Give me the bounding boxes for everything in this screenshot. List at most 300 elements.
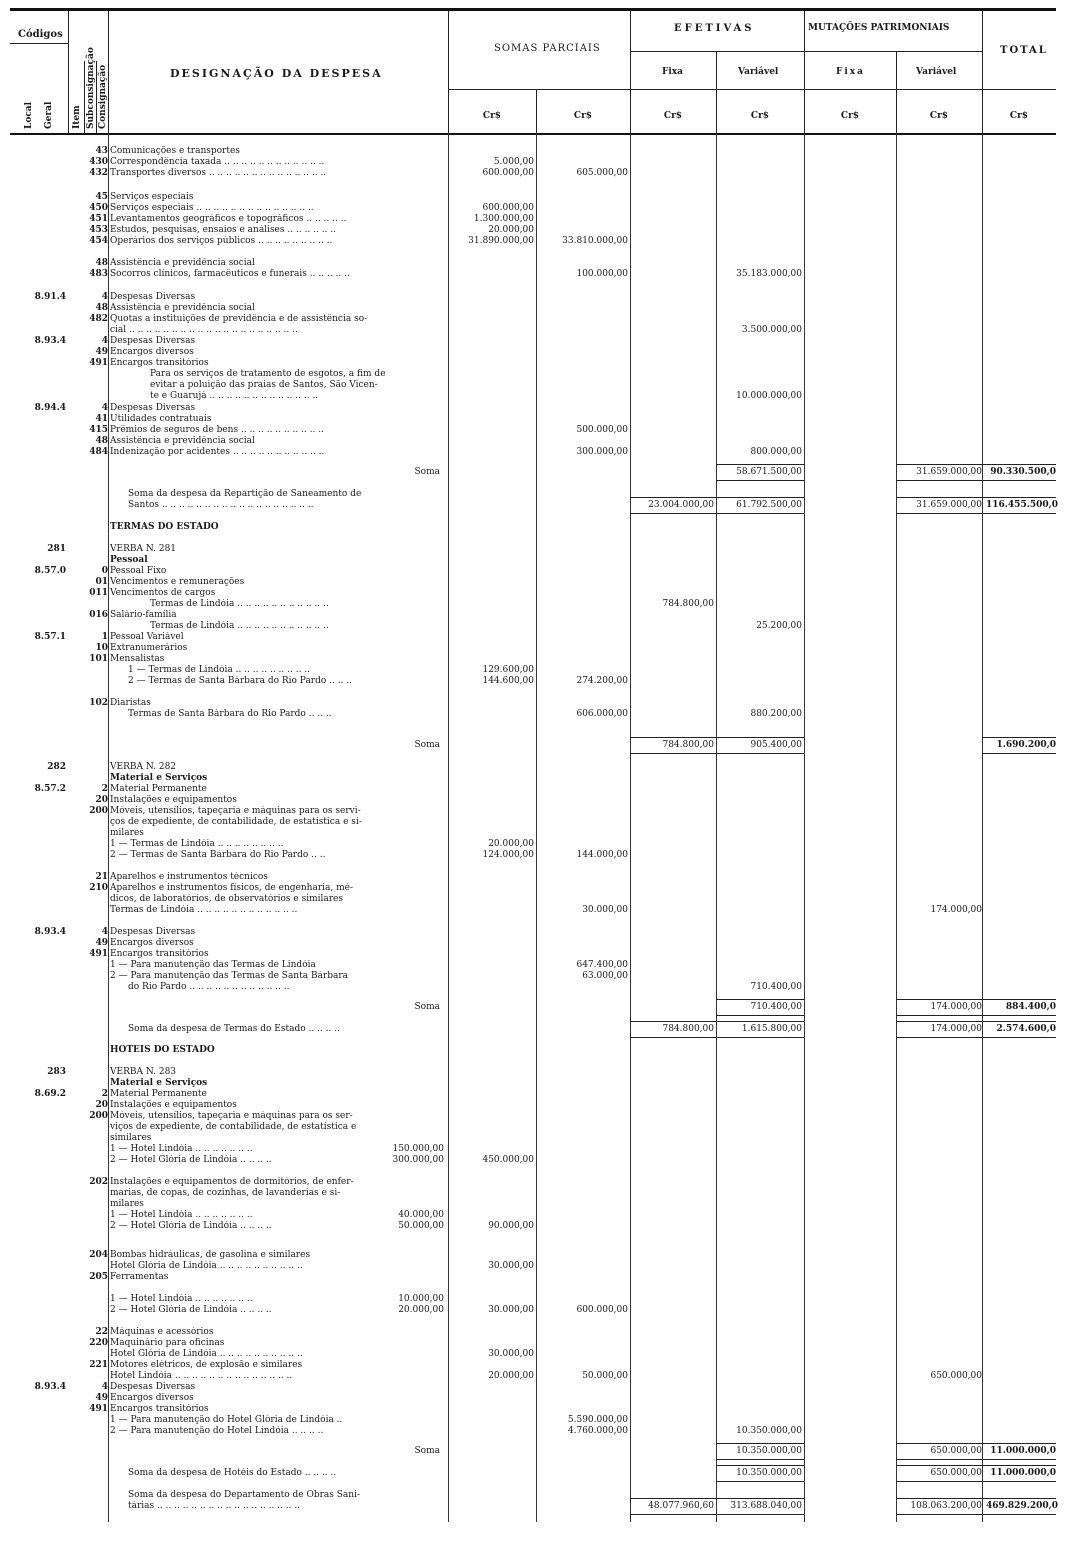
table-row: [10, 762, 1056, 773]
total-rule: [982, 999, 1056, 1000]
table-row: [10, 1468, 1056, 1479]
item-code: 1: [101, 632, 108, 642]
amount-a6: 31.659.000,00: [916, 467, 982, 477]
table-row: [10, 839, 1056, 850]
expense-description: similares: [110, 1133, 152, 1143]
amount-a2: 63.000,00: [582, 971, 628, 981]
item-code: 453: [89, 225, 108, 235]
table-row: [10, 676, 1056, 687]
sub-amount: 10.000,00: [398, 1294, 444, 1304]
table-row: [10, 489, 1056, 500]
expense-description: Assistência e previdência social: [110, 258, 255, 268]
item-code: 210: [89, 883, 108, 893]
expense-description: Encargos transitórios: [110, 949, 209, 959]
table-row: [10, 380, 1056, 391]
expense-description: Material Permanente: [110, 1089, 207, 1099]
amount-a4: 1.615.800,00: [741, 1024, 802, 1034]
local-code: 8.57.1: [34, 632, 66, 642]
table-row: [10, 1188, 1056, 1199]
amount-a7: 2.574.600,0: [996, 1024, 1056, 1034]
total-rule: [716, 1498, 804, 1499]
table-row: [10, 157, 1056, 168]
amount-a4: 313.688.040,00: [730, 1501, 802, 1511]
total-rule: [982, 497, 1056, 498]
amount-a4: 800.000,00: [750, 447, 802, 457]
expense-description: Pessoal Variável: [110, 632, 184, 642]
table-row: [10, 599, 1056, 610]
currency-label: Cr$: [482, 111, 502, 121]
expense-description: Instalações e equipamentos: [110, 795, 237, 805]
expense-description: Motores elétricos, de explosão e similares: [110, 1360, 303, 1370]
table-row: [10, 1404, 1056, 1415]
amount-a2: 5.590.000,00: [567, 1415, 628, 1425]
expense-description: Instalações e equipamentos de dormitórios, de enfer-: [110, 1177, 354, 1187]
total-rule: [896, 464, 982, 465]
amount-a7: 1.690.200,0: [996, 740, 1056, 750]
item-code: 204: [89, 1250, 108, 1260]
table-row: [10, 927, 1056, 938]
total-rule: [716, 464, 804, 465]
item-code: 200: [89, 1111, 108, 1121]
amount-a1: 5.000,00: [493, 157, 534, 167]
amount-a1: 600.000,00: [482, 168, 534, 178]
expense-description: dicos, de laboratórios, de observatórios e similares: [110, 894, 343, 904]
table-row: [10, 698, 1056, 709]
expense-description: Serviços especiais .. .. .. .. .. .. .. .. .. .. .. .. .. ..: [110, 203, 314, 213]
item-code: 454: [89, 236, 108, 246]
total-rule: [896, 1481, 982, 1482]
total-rule: [896, 1459, 982, 1460]
amount-a7: 11.000.000,0: [990, 1468, 1056, 1478]
item-code: 2: [101, 784, 108, 794]
amount-a7: 90.330.500,0: [990, 467, 1056, 477]
expense-description: Operários dos serviços públicos .. .. .. .. .. .. .. .. ..: [110, 236, 333, 246]
table-row: [10, 168, 1056, 179]
amount-a7: 884.400,0: [1005, 1002, 1056, 1012]
item-code: 41: [95, 414, 108, 424]
table-row: [10, 1338, 1056, 1349]
item-code: 49: [95, 938, 108, 948]
table-row: [10, 982, 1056, 993]
expense-description: Extranumerários: [110, 643, 188, 653]
total-rule: [982, 753, 1056, 754]
expense-description: 1 — Para manutenção das Termas de Lindóia: [110, 960, 316, 970]
expense-description: Termas de Lindóia .. .. .. .. .. .. .. .. .. .. ..: [150, 599, 329, 609]
table-row: [10, 795, 1056, 806]
table-row: [10, 1250, 1056, 1261]
amount-a4: 3.500.000,00: [741, 325, 802, 335]
designacao-heading: DESIGNAÇÃO DA DESPESA: [170, 67, 383, 80]
total-rule: [982, 1037, 1056, 1038]
amount-a3: 784.800,00: [662, 1024, 714, 1034]
total-rule: [982, 513, 1056, 514]
item-code: 016: [89, 610, 108, 620]
table-row: [10, 1100, 1056, 1111]
table-row: [10, 1382, 1056, 1393]
local-code: 8.93.4: [34, 927, 66, 937]
table-row: [10, 654, 1056, 665]
expense-description: ços de expediente, de contabilidade, de estatística e si-: [110, 817, 362, 827]
total-rule: [896, 480, 982, 481]
amount-a1: 20.000,00: [488, 839, 534, 849]
amount-a1: 124.000,00: [482, 850, 534, 860]
total-rule: [630, 1037, 716, 1038]
table-row: [10, 1133, 1056, 1144]
sub-amount: 50.000,00: [398, 1221, 444, 1231]
amount-a4: 25.200,00: [756, 621, 802, 631]
table-row: [10, 214, 1056, 225]
item-code: 011: [89, 588, 108, 598]
table-row: [10, 391, 1056, 402]
amount-a6: 108.063.200,00: [910, 1501, 982, 1511]
expense-description: 2 — Termas de Santa Bárbara do Rio Pardo .. .. ..: [128, 676, 353, 686]
local-code: 8.93.4: [34, 1382, 66, 1392]
total-rule: [716, 999, 804, 1000]
amount-a2: 600.000,00: [576, 1305, 628, 1315]
geral-heading: Geral: [44, 101, 54, 129]
table-row: [10, 258, 1056, 269]
total-rule: [716, 1465, 804, 1466]
table-row: [10, 303, 1056, 314]
expense-description: Soma da despesa de Termas do Estado .. .. .. ..: [128, 1024, 340, 1034]
soma-label: Soma: [414, 467, 440, 477]
total-rule: [716, 1443, 804, 1444]
amount-a7: 116.455.500,0: [986, 500, 1059, 510]
table-row: [10, 1360, 1056, 1371]
amount-a3: 23.004.000,00: [648, 500, 714, 510]
item-code: 200: [89, 806, 108, 816]
total-rule: [982, 1021, 1056, 1022]
amount-a3: 784.800,00: [662, 740, 714, 750]
amount-a1: 20.000,00: [488, 225, 534, 235]
table-row: [10, 806, 1056, 817]
item-code: 01: [95, 577, 108, 587]
header-divider: [108, 11, 109, 133]
currency-label: Cr$: [929, 111, 949, 121]
expense-description: Santos .. .. .. .. .. .. .. .. .. .. .. .. .. .. .. .. .. ..: [128, 500, 314, 510]
item-code: 49: [95, 1393, 108, 1403]
table-row: [10, 577, 1056, 588]
table-row: [10, 1155, 1056, 1166]
expense-description: Utilidades contratuais: [110, 414, 212, 424]
amount-a7: 469.829.200,0: [986, 1501, 1059, 1511]
table-row: [10, 971, 1056, 982]
total-rule: [982, 464, 1056, 465]
item-code: 22: [95, 1327, 108, 1337]
total-rule: [630, 513, 716, 514]
total-rule: [896, 999, 982, 1000]
item-code: 4: [101, 927, 108, 937]
table-header: [10, 8, 1056, 135]
expense-description: Encargos transitórios: [110, 358, 209, 368]
expense-description: Diaristas: [110, 698, 151, 708]
table-row: [10, 610, 1056, 621]
table-row: [10, 203, 1056, 214]
amount-a4: 710.400,00: [750, 982, 802, 992]
table-row: [10, 1426, 1056, 1437]
sub-amount: 300.000,00: [392, 1155, 444, 1165]
currency-label: Cr$: [663, 111, 683, 121]
table-row: [10, 192, 1056, 203]
item-code: 4: [101, 1382, 108, 1392]
table-row: [10, 314, 1056, 325]
expense-description: Pessoal Fixo: [110, 566, 167, 576]
expense-description: tárias .. .. .. .. .. .. .. .. .. .. .. .. .. .. .. .. ..: [128, 1501, 301, 1511]
expense-description: Móveis, utensílios, tapeçaria e máquinas para os ser-: [110, 1111, 353, 1121]
amount-a6: 174.000,00: [930, 905, 982, 915]
expense-description: 2 — Hotel Glória de Lindóia .. .. .. ..: [110, 1221, 272, 1231]
item-code: 202: [89, 1177, 108, 1187]
amount-a4: 10.350.000,00: [736, 1446, 802, 1456]
expense-description: 2 — Hotel Glória de Lindóia .. .. .. ..: [110, 1155, 272, 1165]
item-code: 491: [89, 949, 108, 959]
item-code: 451: [89, 214, 108, 224]
total-rule: [716, 1037, 804, 1038]
header-rule: [448, 89, 1056, 90]
table-row: [10, 1371, 1056, 1382]
amount-a2: 4.760.000,00: [567, 1426, 628, 1436]
soma-label: Soma: [414, 740, 440, 750]
expense-description: VERBA N. 281: [110, 544, 177, 554]
total-rule: [896, 513, 982, 514]
table-row: [10, 850, 1056, 861]
amount-a4: 710.400,00: [750, 1002, 802, 1012]
amount-a6: 174.000,00: [930, 1024, 982, 1034]
expense-description: Transportes diversos .. .. .. .. .. .. .. .. .. .. .. .. .. ..: [110, 168, 327, 178]
local-code: 281: [47, 544, 66, 554]
amount-a3: 784.800,00: [662, 599, 714, 609]
header-divider: [84, 61, 85, 133]
table-row: [10, 1078, 1056, 1089]
amount-a1: 30.000,00: [488, 1305, 534, 1315]
total-rule: [630, 1498, 716, 1499]
expense-description: Assistência e previdência social: [110, 436, 255, 446]
amount-a6: 174.000,00: [930, 1002, 982, 1012]
total-rule: [630, 497, 716, 498]
total-rule: [716, 753, 804, 754]
table-row: [10, 1446, 1056, 1457]
table-row: [10, 1045, 1056, 1056]
table-row: [10, 643, 1056, 654]
expense-description: 2 — Para manutenção das Termas de Santa Bárbara: [110, 971, 349, 981]
amount-a1: 1.300.000,00: [473, 214, 534, 224]
currency-label: Cr$: [750, 111, 770, 121]
expense-description: Termas de Lindóia .. .. .. .. .. .. .. .. .. .. ..: [150, 621, 329, 631]
subconsignacao-heading: Subconsignação: [86, 47, 96, 129]
table-row: [10, 436, 1056, 447]
item-code: 430: [89, 157, 108, 167]
total-rule: [982, 480, 1056, 481]
table-row: [10, 555, 1056, 566]
header-divider: [96, 61, 97, 133]
total-rule: [716, 1021, 804, 1022]
amount-a1: 30.000,00: [488, 1349, 534, 1359]
amount-a2: 500.000,00: [576, 425, 628, 435]
expense-description: Despesas Diversas: [110, 403, 196, 413]
table-row: [10, 784, 1056, 795]
item-code: 48: [95, 436, 108, 446]
total-heading: TOTAL: [1000, 45, 1048, 56]
expense-description: do Rio Pardo .. .. .. .. .. .. .. .. .. .. .. ..: [128, 982, 290, 992]
total-rule: [716, 1015, 804, 1016]
expense-description: VERBA N. 282: [110, 762, 177, 772]
total-rule: [716, 737, 804, 738]
currency-label: Cr$: [1009, 111, 1029, 121]
total-rule: [896, 1465, 982, 1466]
expense-description: 1 — Termas de Lindóia .. .. .. .. .. .. .. .. ..: [128, 665, 311, 675]
expense-description: Material Permanente: [110, 784, 207, 794]
somas-parciais-heading: SOMAS PARCIAIS: [494, 43, 601, 54]
table-row: [10, 447, 1056, 458]
expense-description: 1 — Hotel Lindóia .. .. .. .. .. .. ..: [110, 1210, 253, 1220]
expense-description: Salário-família: [110, 610, 177, 620]
total-rule: [630, 737, 716, 738]
expense-description: Socorros clínicos, farmacêuticos e funerais .. .. .. .. ..: [110, 269, 350, 279]
table-row: [10, 1024, 1056, 1035]
item-code: 45: [95, 192, 108, 202]
expense-description: Termas de Lindóia .. .. .. .. .. .. .. .. .. .. .. ..: [110, 905, 298, 915]
amount-a2: 50.000,00: [582, 1371, 628, 1381]
item-code: 484: [89, 447, 108, 457]
expense-description: 1 — Hotel Lindóia .. .. .. .. .. .. ..: [110, 1144, 253, 1154]
item-code: 48: [95, 303, 108, 313]
expense-description: 1 — Para manutenção do Hotel Glória de Lindóia ..: [110, 1415, 343, 1425]
expense-description: Soma da despesa da Repartição de Saneamento de: [128, 489, 362, 499]
table-row: [10, 1393, 1056, 1404]
total-rule: [982, 1514, 1056, 1515]
local-code: 8.57.2: [34, 784, 66, 794]
amount-a1: 600.000,00: [482, 203, 534, 213]
expense-description: milares: [110, 828, 144, 838]
total-rule: [982, 1498, 1056, 1499]
table-row: [10, 883, 1056, 894]
total-rule: [630, 753, 716, 754]
expense-description: Levantamentos geográficos e topográficos .. .. .. .. ..: [110, 214, 347, 224]
expense-description: Comunicações e transportes: [110, 146, 240, 156]
item-code: 43: [95, 146, 108, 156]
expense-description: Bombas hidráulicas, de gasolina e similares: [110, 1250, 311, 1260]
table-row: [10, 773, 1056, 784]
amount-a2: 100.000,00: [576, 269, 628, 279]
table-row: [10, 1177, 1056, 1188]
expense-description: Material e Serviços: [110, 1078, 208, 1088]
amount-a1: 129.600,00: [482, 665, 534, 675]
variavel-heading: Variável: [738, 67, 779, 77]
amount-a7: 11.000.000,0: [990, 1446, 1056, 1456]
total-rule: [982, 1481, 1056, 1482]
total-rule: [716, 497, 804, 498]
expense-description: Mensalistas: [110, 654, 165, 664]
total-rule: [630, 1021, 716, 1022]
table-row: [10, 621, 1056, 632]
item-code: 10: [95, 643, 108, 653]
amount-a2: 647.400,00: [576, 960, 628, 970]
amount-a2: 606.000,00: [576, 709, 628, 719]
sub-amount: 20.000,00: [398, 1305, 444, 1315]
expense-description: Ferramentas: [110, 1272, 169, 1282]
item-code: 102: [89, 698, 108, 708]
expense-description: viços de expediente, de contabilidade, de estatística e: [110, 1122, 357, 1132]
amount-a6: 650.000,00: [930, 1446, 982, 1456]
item-code: 450: [89, 203, 108, 213]
table-row: [10, 1294, 1056, 1305]
expense-description: marias, de copas, de cozinhas, de lavanderias e si-: [110, 1188, 341, 1198]
item-code: 415: [89, 425, 108, 435]
table-row: [10, 1272, 1056, 1283]
expense-description: Despesas Diversas: [110, 292, 196, 302]
amount-a4: 880.200,00: [750, 709, 802, 719]
efetivas-heading: EFETIVAS: [674, 23, 755, 34]
table-row: [10, 467, 1056, 478]
table-row: [10, 1261, 1056, 1272]
amount-a1: 450.000,00: [482, 1155, 534, 1165]
expense-description: cial .. .. .. .. .. .. .. .. .. .. .. .. .. .. .. .. .. .. .. ..: [110, 325, 298, 335]
expense-description: Termas de Santa Bárbara do Rio Pardo .. .. ..: [128, 709, 332, 719]
codigos-heading: Códigos: [18, 29, 63, 40]
currency-label: Cr$: [573, 111, 593, 121]
expense-description: milares: [110, 1199, 144, 1209]
table-row: [10, 1490, 1056, 1501]
table-row: [10, 1002, 1056, 1013]
table-row: [10, 1089, 1056, 1100]
expense-description: te e Guarujá .. .. .. .. .. .. .. .. .. .. .. .. ..: [150, 391, 319, 401]
expense-description: Hotel Lindóia .. .. .. .. .. .. .. .. .. .. .. .. .. ..: [110, 1371, 293, 1381]
amount-a1: 90.000,00: [488, 1221, 534, 1231]
expense-description: Hotel Glória de Lindóia .. .. .. .. .. .. .. .. .. ..: [110, 1261, 303, 1271]
local-code: 283: [47, 1067, 66, 1077]
item-code: 2: [101, 1089, 108, 1099]
total-rule: [716, 1514, 804, 1515]
expense-description: Estudos, pesquisas, ensaios e análises .. .. .. .. .. ..: [110, 225, 337, 235]
table-row: [10, 1111, 1056, 1122]
table-row: [10, 425, 1056, 436]
expense-description: Despesas Diversas: [110, 336, 196, 346]
total-rule: [716, 480, 804, 481]
table-row: [10, 740, 1056, 751]
amount-a4: 61.792.500,00: [736, 500, 802, 510]
amount-a1: 20.000,00: [488, 1371, 534, 1381]
table-row: [10, 522, 1056, 533]
table-row: [10, 146, 1056, 157]
table-row: [10, 1067, 1056, 1078]
expense-description: Encargos diversos: [110, 347, 194, 357]
amount-a1: 30.000,00: [488, 1261, 534, 1271]
local-code: 8.57.0: [34, 566, 66, 576]
item-code: 20: [95, 1100, 108, 1110]
table-row: [10, 949, 1056, 960]
expense-description: 1 — Termas de Lindóia .. .. .. .. .. .. .. ..: [110, 839, 284, 849]
header-divider: [68, 11, 69, 133]
fixa-heading: Fixa: [662, 67, 684, 77]
expense-description: HOTÉIS DO ESTADO: [110, 1045, 215, 1055]
table-row: [10, 828, 1056, 839]
expense-description: Maquinário para oficinas: [110, 1338, 225, 1348]
total-rule: [896, 1021, 982, 1022]
consignacao-heading: Consignação: [98, 64, 108, 129]
item-code: 4: [101, 403, 108, 413]
table-row: [10, 1199, 1056, 1210]
amount-a2: 605.000,00: [576, 168, 628, 178]
expense-description: Pessoal: [110, 555, 148, 565]
total-rule: [982, 737, 1056, 738]
fixa-mutacao-heading: Fixa: [836, 67, 866, 77]
table-row: [10, 872, 1056, 883]
item-code: 21: [95, 872, 108, 882]
table-row: [10, 632, 1056, 643]
total-rule: [896, 1015, 982, 1016]
mutacoes-heading: MUTAÇÕES PATRIMONIAIS: [808, 23, 950, 33]
table-row: [10, 358, 1056, 369]
